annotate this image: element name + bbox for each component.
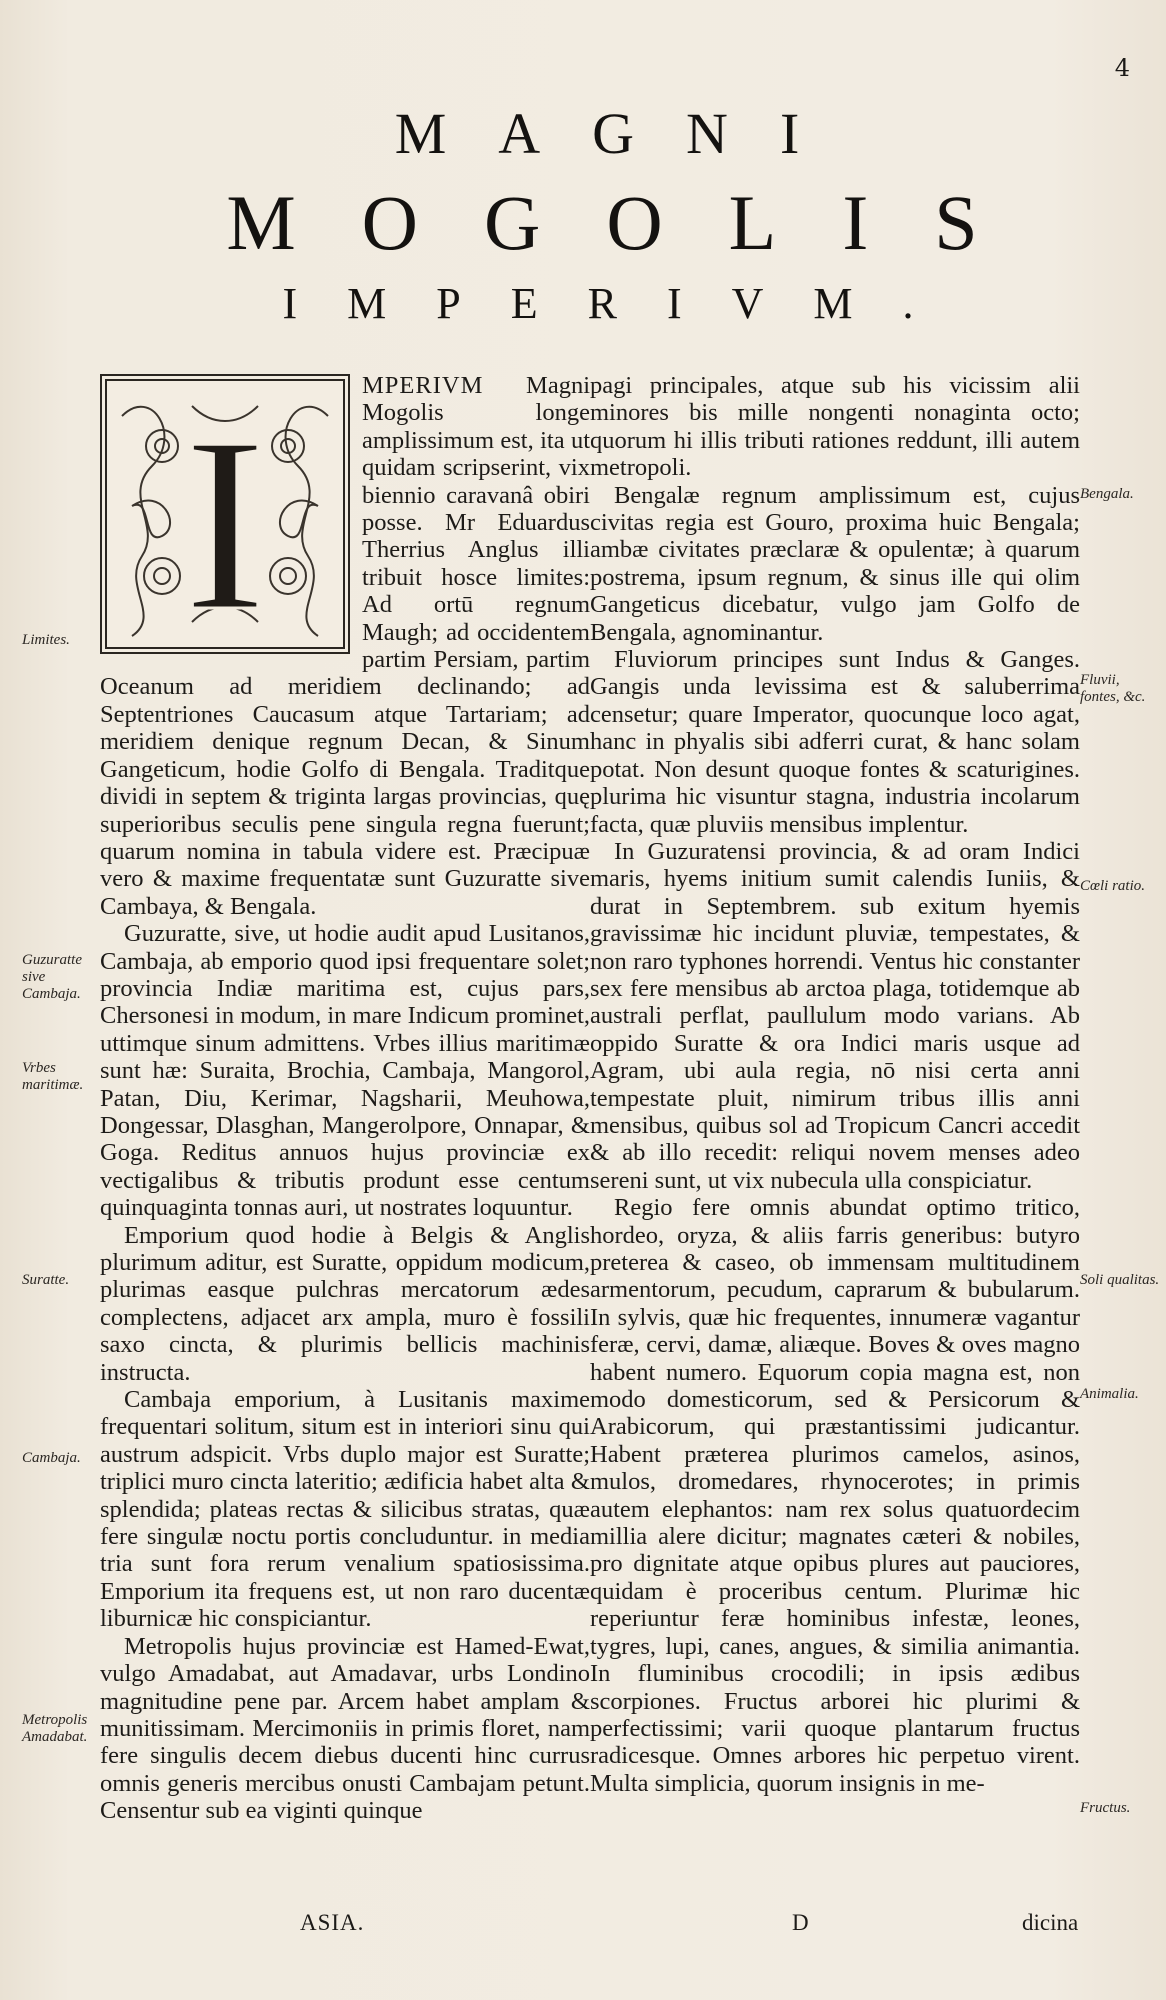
left-paragraph-1: MPERIVM Magni Mogolis longe amplissimum est, ita ut quidam scripserint, vix biennio caravanâ obiri posse. Mr Eduardus Therrius Anglus illi tribuit hosce limites: Ad ortū regnum Maugh; ad occidentem partim Persiam, partim Oceanum ad meridiem declinando; ad Septentriones Caucasum atque Tartariam; ad meridiem denique regnum Decan, & Sinum Gangeticum, hodie Golfo di Bengala. Traditque dividi in septem & triginta largas provincias, quę superioribus seculis pene singula regna fuerunt; quarum nomina in tabula videre est. Præcipuæ vero & maxime frequentatæ sunt Guzuratte sive Cambaya, & Bengala. [100, 372, 590, 920]
ornamental-initial [100, 374, 350, 654]
title-line-2: MOGOLIS [226, 179, 1044, 266]
ornament-icon [102, 376, 348, 652]
margin-note-fructus: Fructus. [1080, 1800, 1131, 1816]
title-line-3: IMPERIVM. [282, 279, 964, 328]
dropcap-letter: I [183, 386, 267, 652]
right-paragraph-1: pagi principales, atque sub his vicissim alii minores bis mille nongenti nonaginta octo; quorum hi illis tributi rationes reddunt, illi autem metropoli. [590, 372, 1080, 482]
margin-note-bengala: Bengala. [1080, 486, 1134, 502]
right-paragraph-2: Bengalæ regnum amplissimum est, cujus civitas regia est Gouro, proxima huic Bengala; ambæ civitates præclaræ & opulentæ; à quarum postrema, ipsum regnum, & sinus ille qui olim Gangeticus dicebatur, vulgo jam Golfo de Bengala, agnominantur. [590, 481, 1080, 646]
footer-asia: ASIA. [300, 1910, 365, 1935]
margin-note-animalia: Animalia. [1080, 1386, 1139, 1402]
margin-note-fluvii: Fluvii, fontes, &c. [1080, 672, 1146, 705]
left-paragraph-4: Cambaja emporium, à Lusitanis maxime frequentari solitum, situm est in interiori sinu qui austrum adspicit. Vrbs duplo major est Suratte; triplici muro cincta lateritio; ædificia habet alta & splendida; plateas rectas & silicibus stratas, quæ fere singulæ noctu portis concluduntur. in media tria sunt fora rerum venalium spatiosissima. Emporium ita frequens est, ut non raro ducentæ liburnicæ hic conspiciantur. [100, 1386, 590, 1633]
left-column [100, 372, 590, 1825]
margin-note-coeli: Cœli ratio. [1080, 878, 1146, 894]
right-paragraph-4: In Guzuratensi provincia, & ad oram Indici maris, hyems initium sumit calendis Iuniis, & durat in Septembrem. sub exitum hyemis gravissimæ hic incidunt pluviæ, tempestates, & non raro typhones horrendi. Ventus hic constanter sex fere mensibus ab arctoa plaga, totidemque ab australi perflat, paullulum modo varians. Ab oppido Suratte & ora Indici maris usque ad Agram, ubi aula regia, nō nisi certa anni tempestate pluit, nimirum tribus illis anni mensibus, quibus sol ad Tropicum Cancri accedit & ab illo recedit: reliqui novem menses adeo sereni sunt, ut vix nubecula ulla conspiciatur. [590, 837, 1080, 1194]
left-paragraph-5: Metropolis hujus provinciæ est Hamed-Ewat, vulgo Amadabat, aut Amadavar, urbs Londino magnitudine pene par. Arcem habet amplam & munitissimam. Mercimoniis in primis floret, nam fere singulis decem diebus ducenti hinc currus omnis generis mercibus onusti Cambajam petunt. Censentur sub ea viginti quinque [100, 1632, 590, 1825]
margin-note-limites: Limites. [22, 632, 70, 648]
margin-note-suratte: Suratte. [22, 1272, 70, 1288]
page-number: 4 [1114, 54, 1130, 82]
footer-signature: D [792, 1910, 809, 1935]
right-paragraph-5: Regio fere omnis abundat optimo tritico, hordeo, oryza, & aliis farris generibus: butyro preterea & caseo, ob immensam multitudinem armentorum, pecudum, caprarum & bubularum. In sylvis, quæ hic frequentes, innumeræ vagantur feræ, cervi, damæ, aliæque. Boves & oves magno habent numero. Equorum copia magna est, non modo domesticorum, sed & Persicorum & Arabicorum, qui præstantissimi judicantur. Habent præterea plurimos camelos, asinos, mulos, dromedares, rhynocerotes; in primis autem elephantos: nam rex solus quatuordecim millia alere dicitur; magnates cæteri & nobiles, pro dignitate atque opibus plures aut pauciores, quidam è proceribus centum. Plurimæ hic reperiuntur feræ hominibus infestæ, leones, tygres, lupi, canes, angues, & similia animantia. In fluminibus crocodili; in ipsis ædibus scorpiones. Fructus arborei hic plurimi & perfectissimi; varii quoque plantarum fructus radicesque. Omnes arbores hic perpetuo virent. Multa simplicia, quorum insignis in me- [590, 1194, 1080, 1797]
right-column [590, 372, 1080, 1797]
left-paragraph-2: Guzuratte, sive, ut hodie audit apud Lusitanos, Cambaja, ab emporio quod ipsi frequentare solet; provincia Indiæ maritima est, cujus pars, Chersonesi in modum, in mare Indicum prominet, uttimque sinum admittens. Vrbes illius maritimæ sunt hæ: Suraita, Brochia, Cambaja, Mangorol, Patan, Diu, Kerimar, Nagsharii, Meuhowa, Dongessar, Dlasghan, Mangerolpore, Onnapar, & Goga. Reditus annuos hujus provinciæ ex vectigalibus & tributis produnt esse centum quinquaginta tonnas auri, ut nostrates loquuntur. [100, 920, 590, 1222]
margin-note-metropolis: Metropolis Amadabat. [22, 1712, 88, 1745]
left-paragraph-3: Emporium quod hodie à Belgis & Anglis plurimum aditur, est Suratte, oppidum modicum, plurimas easque pulchras mercatorum ædes complectens, adjacet arx ampla, muro è fossili saxo cincta, & plurimis bellicis machinis instructa. [100, 1221, 590, 1386]
footer-catchword: dicina [1022, 1910, 1079, 1935]
title-line-1: MAGNI [394, 101, 852, 166]
margin-note-guzuratte: Guzuratte sive Cambaja. [22, 952, 82, 1002]
right-paragraph-3: Fluviorum principes sunt Indus & Ganges. Gangis unda levissima est & saluberrima censetur; quare Imperator, quocunque loco agat, hanc in phyalis sibi adferri curat, & hanc solam potat. Non desunt quoque fontes & scaturigines. plurima hic visuntur stagna, industria incolarum facta, quæ pluviis mensibus implentur. [590, 646, 1080, 838]
margin-note-soli: Soli qualitas. [1080, 1272, 1160, 1288]
margin-note-urbes: Vrbes maritimæ. [22, 1060, 84, 1093]
margin-note-cambaja: Cambaja. [22, 1450, 81, 1466]
